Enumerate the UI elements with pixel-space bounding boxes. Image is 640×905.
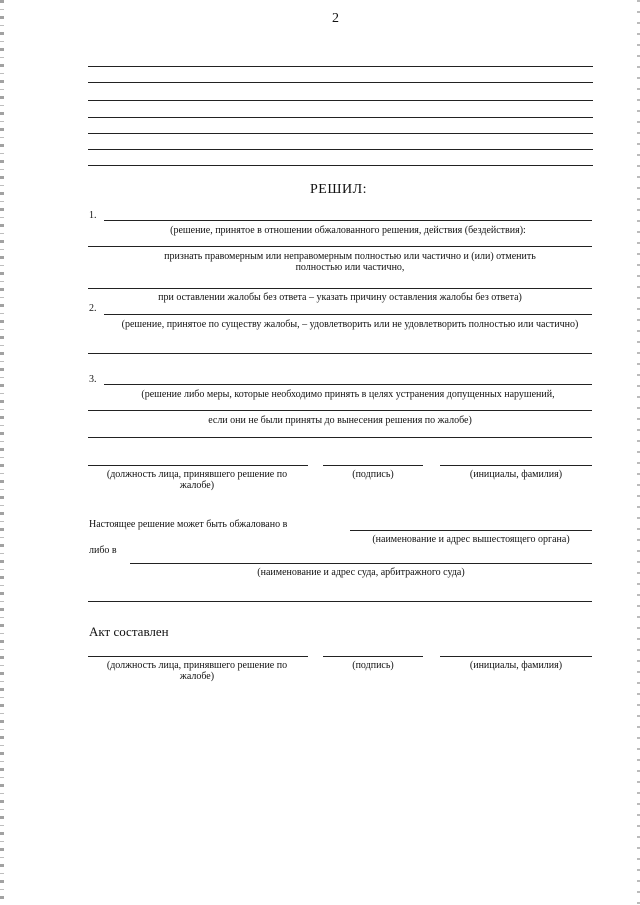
blank-line [88, 246, 592, 247]
blank-line [88, 165, 593, 166]
blank-line [88, 410, 592, 411]
court-caption: (наименование и адрес суда, арбитражного суда) [257, 567, 465, 578]
appeal-caption: (наименование и адрес вышестоящего органа) [372, 534, 570, 545]
blank-line [88, 82, 593, 83]
blank-line [88, 133, 593, 134]
page-number: 2 [332, 11, 339, 26]
item-1-caption: (решение, принятое в отношении обжалованного решения, действия (бездействия): [170, 225, 526, 236]
appeal-text: Настоящее решение может быть обжаловано в [89, 519, 288, 530]
item-number: 3. [89, 374, 97, 385]
item-number: 2. [89, 303, 97, 314]
signature-caption: (подпись) [352, 469, 394, 480]
signature-position-line [88, 656, 308, 657]
item-3-caption: (решение либо меры, которые необходимо принять в целях устранения допущенных нарушений, [141, 389, 555, 400]
appeal-body-line [350, 530, 592, 531]
blank-line [88, 353, 592, 354]
signature-caption: (подпись) [352, 660, 394, 671]
blank-line [88, 601, 592, 602]
blank-line [88, 437, 592, 438]
signature-position-caption: (должность лица, принявшего решение по жалобе) [106, 469, 288, 491]
blank-line [88, 66, 593, 67]
blank-line [88, 149, 593, 150]
signature-line [323, 656, 423, 657]
item-1-note: признать правомерным или неправомерным полностью или частично и (или) отменить полностью или частично, [164, 251, 536, 273]
item-3-note: если они не были приняты до вынесения решения по жалобе) [208, 415, 472, 426]
section-heading: РЕШИЛ: [310, 182, 367, 197]
blank-line [88, 100, 593, 101]
item-1-line [104, 220, 592, 221]
signature-line [323, 465, 423, 466]
item-number: 1. [89, 210, 97, 221]
item-1-note-2: при оставлении жалобы без ответа – указать причину оставления жалобы без ответа) [158, 292, 522, 303]
or-text: либо в [89, 545, 117, 556]
scan-left-edge [0, 0, 4, 905]
signature-name-caption: (инициалы, фамилия) [469, 469, 563, 480]
item-2-caption: (решение, принятое по существу жалобы, – удовлетворить или не удовлетворить полностью или частично) [121, 319, 579, 330]
court-line [130, 563, 592, 564]
item-3-line [104, 384, 592, 385]
signature-position-line [88, 465, 308, 466]
act-label: Акт составлен [89, 624, 169, 639]
signature-position-caption: (должность лица, принявшего решение по жалобе) [106, 660, 288, 682]
item-2-line [104, 314, 592, 315]
blank-line [88, 288, 592, 289]
blank-line [88, 117, 593, 118]
signature-name-caption: (инициалы, фамилия) [469, 660, 563, 671]
signature-name-line [440, 465, 592, 466]
signature-name-line [440, 656, 592, 657]
